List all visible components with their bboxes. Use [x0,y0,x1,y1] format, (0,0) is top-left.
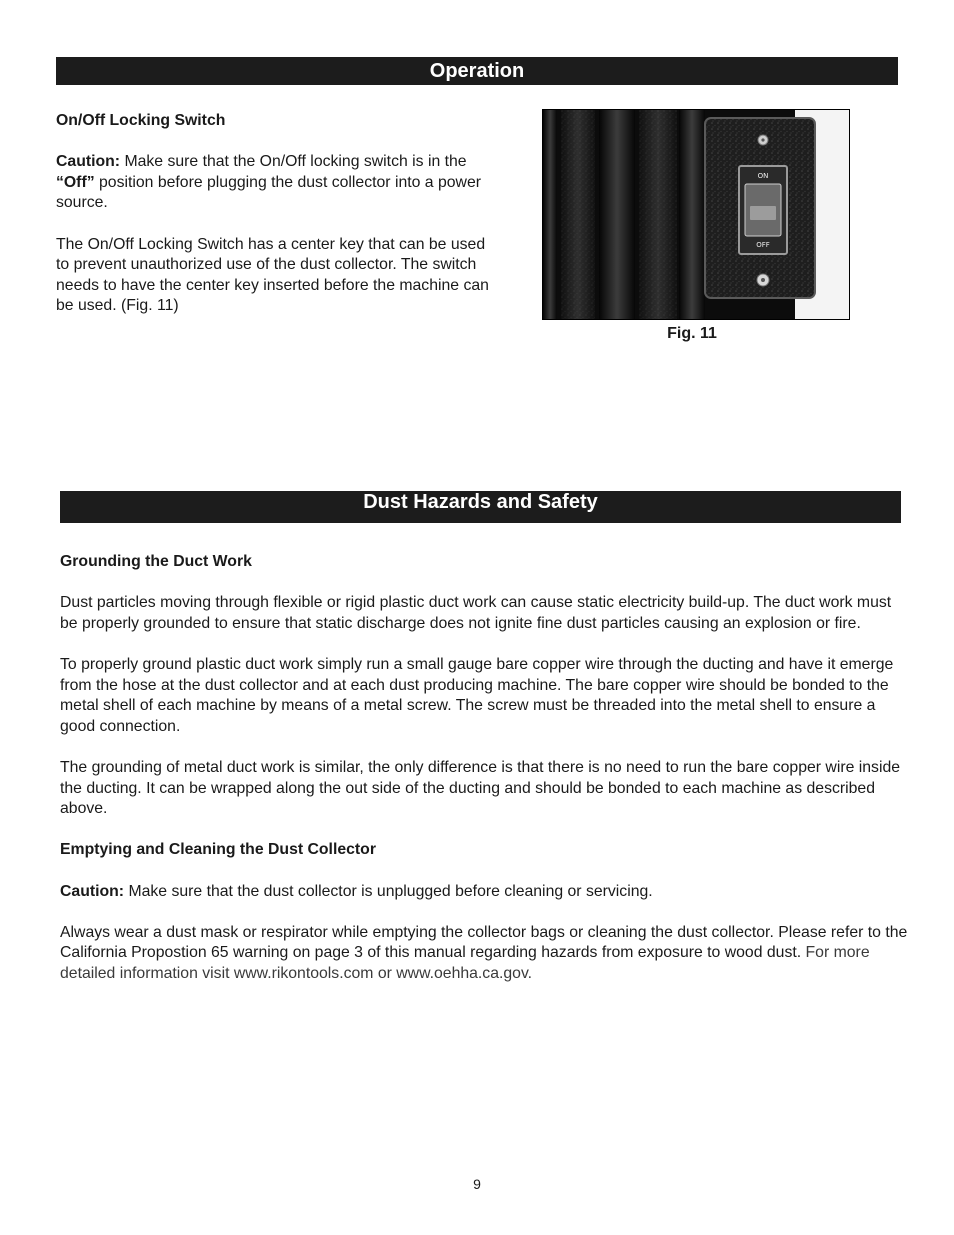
switch-on-label: ON [757,172,769,180]
grounding-paragraph-1: Dust particles moving through flexible or rigid plastic duct work can cause static electricity build-up. The duct work must be properly grounded to ensure that static discharge does not ignite fine dust particles causing an explosion or fire. [60,594,892,632]
page-number: 9 [473,1176,481,1192]
grounding-paragraph-3: The grounding of metal duct work is similar, the only difference is that there is no need to run the bare copper wire inside the ducting. It can be wrapped along the out side of the ducting and should be bonded to each machine as described above. [60,758,901,818]
emptying-paragraph-2 [60,923,910,985]
caution-text-1: Make sure that the On/Off locking switch is in the [120,153,467,171]
more-information-text: For more detailed information visit www.rikontools.com or www.oehha.ca.gov. [60,944,870,982]
switch-photo-illustration [543,110,849,319]
figure-11-caption: Fig. 11 [667,325,717,342]
caution-text-2: position before plugging the dust collector into a power source. [56,173,482,212]
grounding-paragraph-2: To properly ground plastic duct work simply run a small gauge bare copper wire through the ducting and have it emerge from the hose at the dust collector and at each dust producing machine. The bare copper wire should be bonded to the metal shell of each machine by means of a metal screw. The screw must be threaded into the metal shell to ensure a good connection. [60,655,894,735]
emptying-caution-text: Make sure that the dust collector is unplugged before cleaning or servicing. [124,882,653,900]
switch-caution-paragraph [56,152,496,214]
dust-hazards-banner: Dust Hazards and Safety [60,491,901,523]
emptying-caution-paragraph [60,882,910,903]
operation-banner: Operation [56,57,898,85]
operation-section [56,111,496,338]
switch-off-label: OFF [756,241,770,249]
switch-photo [542,109,850,320]
on-off-switch-heading: On/Off Locking Switch [56,112,226,129]
caution-label: Caution: [56,153,121,171]
grounding-heading: Grounding the Duct Work [60,553,252,570]
switch-description-paragraph: The On/Off Locking Switch has a center key that can be used to prevent unauthorized use of the dust collector. The switch needs to have the center key inserted before the machine can be used. (Fig. 11) [56,235,489,315]
caution-off-text: “Off” [56,173,95,191]
emptying-heading: Emptying and Cleaning the Dust Collector [60,841,376,859]
emptying-caution-label: Caution: [60,882,125,900]
dust-hazards-section [60,552,910,1005]
emptying-paragraph-2-main: Always wear a dust mask or respirator while emptying the collector bags or cleaning the dust collector. Please refer to the California Propostion 65 warning on page 3 of this manual regarding hazards from exposure to wood dust. [60,923,908,962]
